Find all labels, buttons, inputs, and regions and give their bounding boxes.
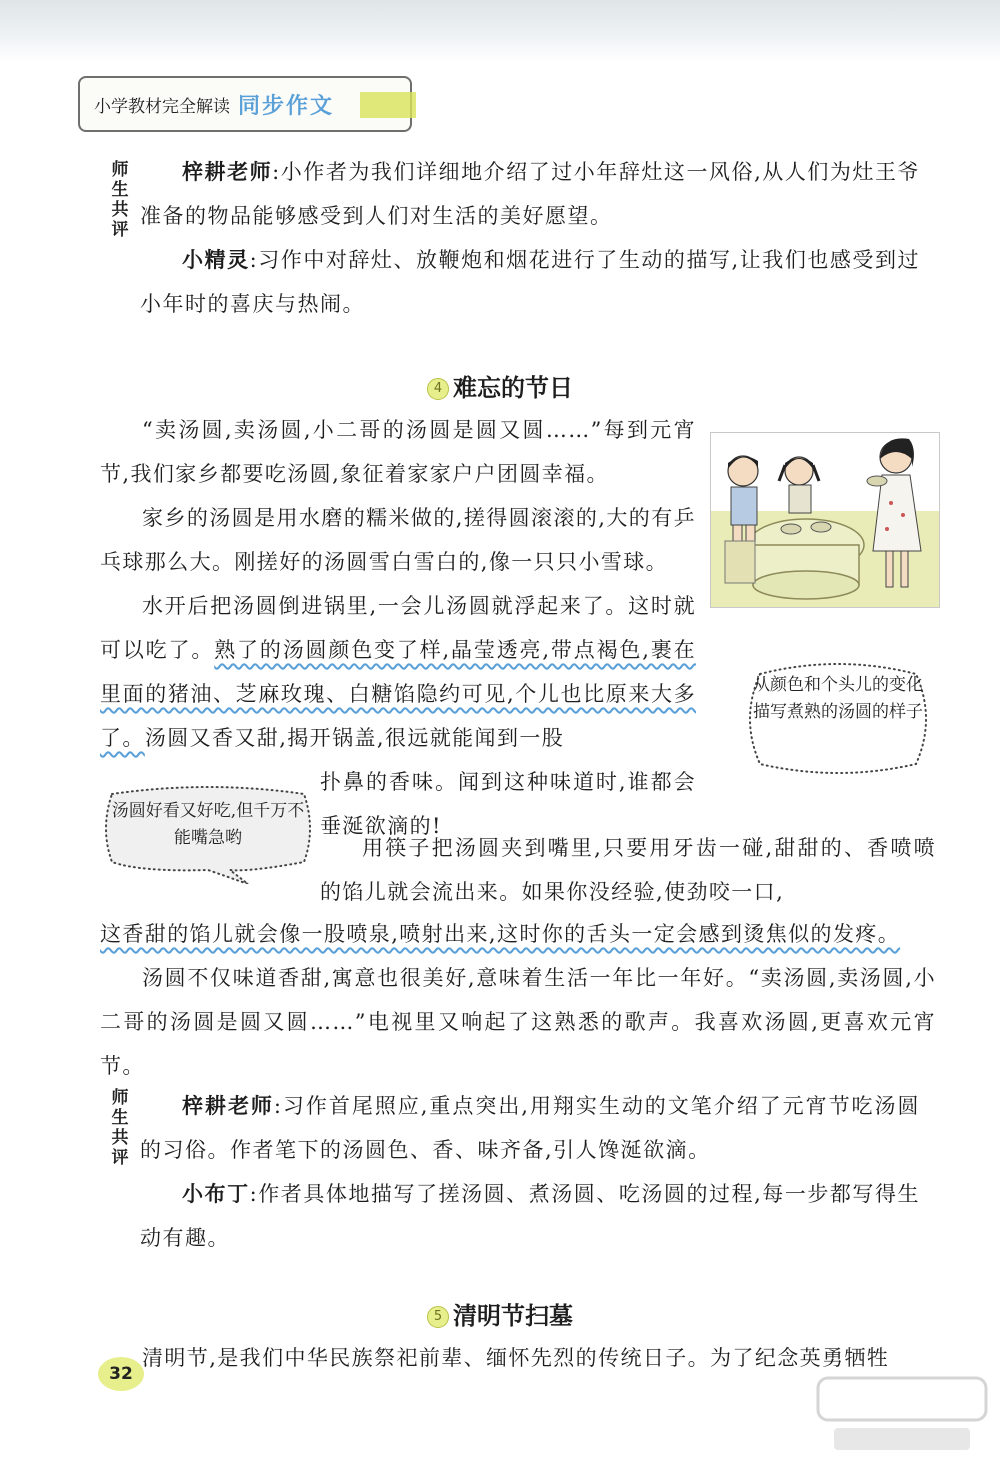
paragraph-5: 汤圆不仅味道香甜,寓意也很美好,意味着生活一年比一年好。“卖汤圆,卖汤圆,小二哥的汤圆是圆又圆……”电视里又响起了这熟悉的歌声。我喜欢汤圆,更喜欢元宵节。	[100, 966, 936, 1078]
essay-number-badge: 4	[427, 378, 449, 400]
comment-tag-1: 师 生 共 评	[111, 160, 129, 240]
top-band	[0, 0, 1000, 62]
header-highlight	[360, 92, 416, 118]
paragraph-4-end: 这香甜的馅儿就会像一股喷泉,喷射出来,这时你的舌头一定会感到烫焦似的发疼。	[100, 922, 901, 946]
teacher-student-comment-1	[140, 150, 920, 326]
paragraph-3: 水开后把汤圆倒进锅里,一会儿汤圆就浮起来了。这时就可以吃了。熟了的汤圆颜色变了样,晶莹透亮,带点褐色,裹在里面的猪油、芝麻玫瑰、白糖馅隐约可见,个儿也比原来大多了。汤圆又香又甜,揭开锅盖,很远就能闻到一股	[100, 594, 696, 750]
series-title: 小学教材完全解读	[94, 96, 230, 117]
page-number: 32	[98, 1357, 144, 1391]
essay-title-5: 5 清明节扫墓	[0, 1296, 1000, 1331]
watermark-logo	[814, 1372, 990, 1458]
teacher-student-comment-2	[140, 1084, 920, 1260]
paragraph-4: 用筷子把汤圆夹到嘴里,只要用牙齿一碰,甜甜的、香喷喷的馅儿就会流出来。如果你没经验,使劲咬一口,	[320, 836, 936, 904]
teacher-comment-2: 梓耕老师:习作首尾照应,重点突出,用翔实生动的文笔介绍了元宵节吃汤圆的习俗。作者笔下的汤圆色、香、味齐备,引人馋涎欲滴。	[140, 1093, 920, 1162]
teacher-comment: 梓耕老师:小作者为我们详细地介绍了过小年辞灶这一风俗,从人们为灶王爷准备的物品能够感受到人们对生活的美好愿望。	[140, 159, 921, 228]
children-eating-tangyuan-illustration	[710, 432, 940, 608]
essay-body-bottom	[100, 912, 936, 1088]
paragraph-3-end: 扑鼻的香味。闻到这种味道时,谁都会垂涎欲滴的!	[320, 770, 696, 838]
brand-title: 同步作文	[238, 92, 335, 119]
comment-tag-2: 师 生 共 评	[111, 1088, 129, 1168]
essay-body-p4-start	[320, 826, 936, 914]
annotation-bubble-left: 汤圆好看又好吃,但千万不能嘴急哟	[111, 801, 305, 848]
student-comment: 小精灵:习作中对辞灶、放鞭炮和烟花进行了生动的描写,让我们也感受到过小年时的喜庆与热闹。	[140, 247, 921, 316]
essay-number-badge-5: 5	[427, 1306, 449, 1328]
essay-body-top	[100, 408, 696, 760]
paragraph-2: 家乡的汤圆是用水磨的糯米做的,搓得圆滚滚的,大的有乒乓球那么大。刚搓好的汤圆雪白雪白的,像一只只小雪球。	[100, 506, 696, 574]
paragraph-1: “卖汤圆,卖汤圆,小二哥的汤圆是圆又圆……”每到元宵节,我们家乡都要吃汤圆,象征着家家户户团圆幸福。	[100, 418, 696, 486]
running-header	[78, 76, 412, 132]
student-comment-2: 小布丁:作者具体地描写了搓汤圆、煮汤圆、吃汤圆的过程,每一步都写得生动有趣。	[140, 1181, 921, 1250]
essay-5-paragraph-1: 清明节,是我们中华民族祭祀前辈、缅怀先烈的传统日子。为了纪念英勇牺牲	[142, 1346, 890, 1370]
essay-title-4: 4 难忘的节日	[0, 368, 1000, 403]
essay-5-body	[100, 1336, 936, 1380]
annotation-bubble-right: 从颜色和个头儿的变化描写煮熟的汤圆的样子	[753, 675, 923, 722]
